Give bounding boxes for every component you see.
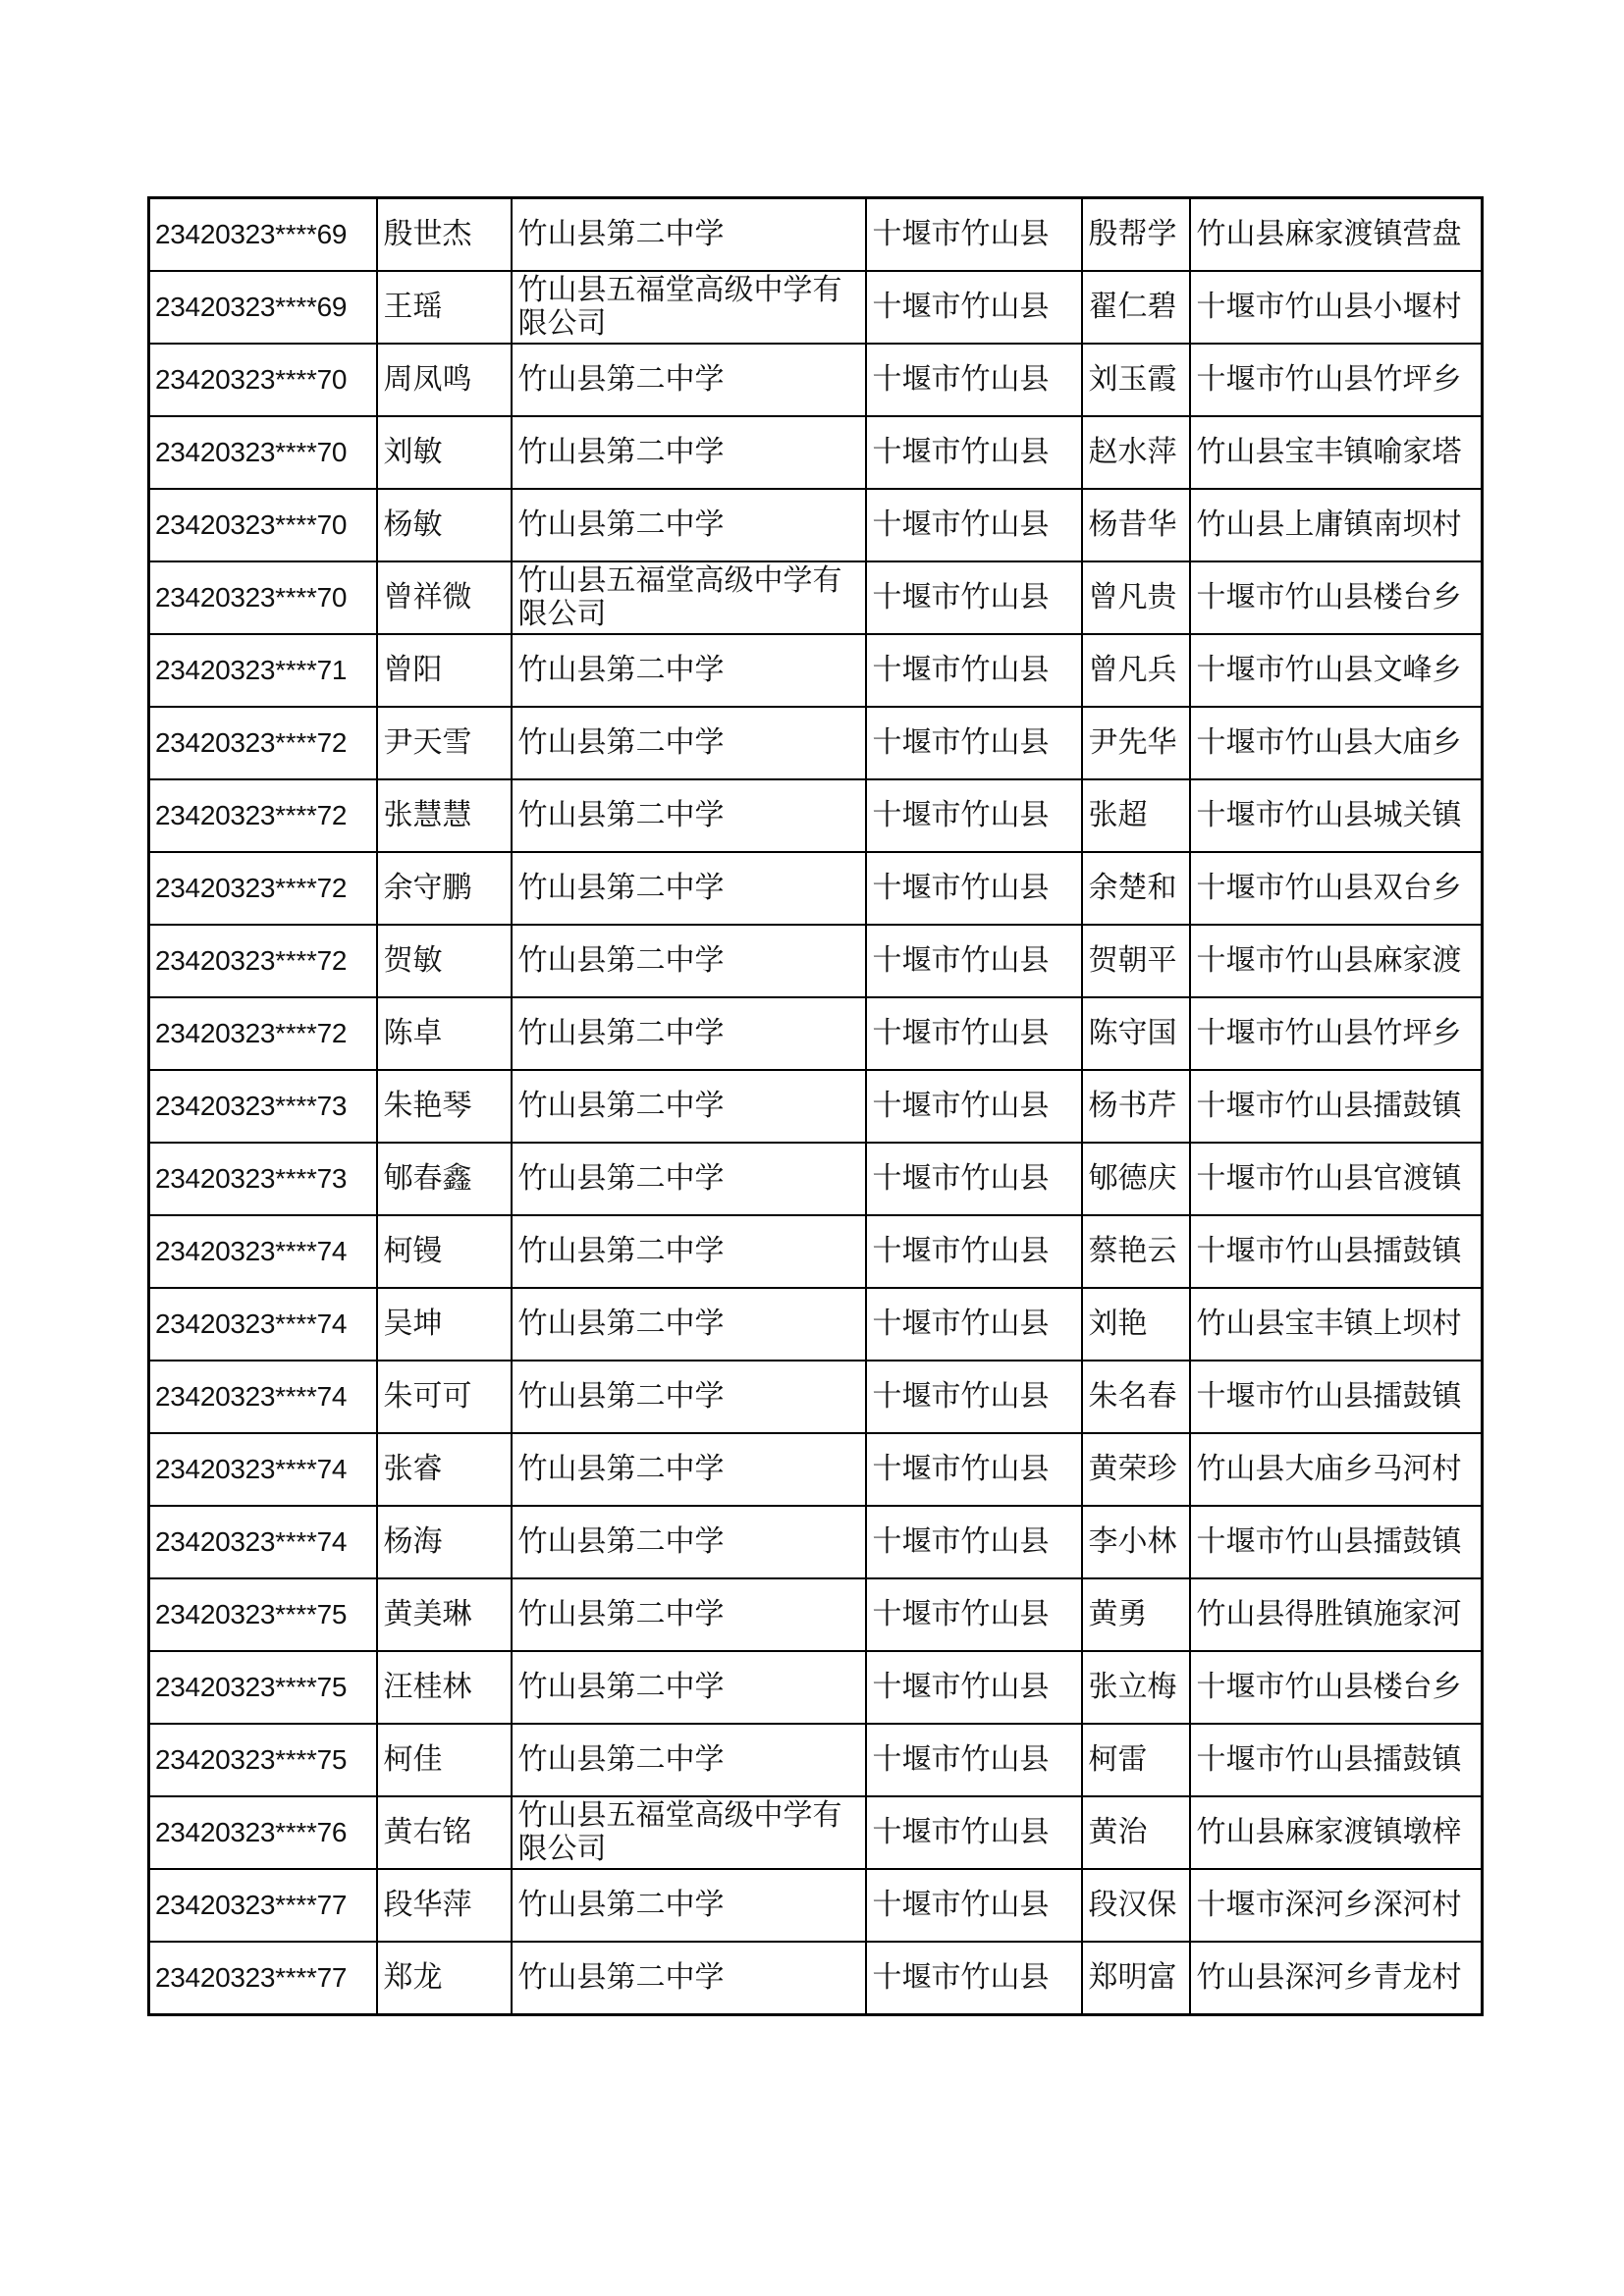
exam-id-cell: 23420323****77 [149,1869,377,1942]
address-cell: 竹山县麻家渡镇墩梓 [1190,1796,1483,1869]
student-name-cell: 朱艳琴 [377,1070,512,1143]
address-cell: 十堰市竹山县楼台乡 [1190,1651,1483,1724]
school-cell: 竹山县第二中学 [512,1215,866,1288]
school-cell: 竹山县第二中学 [512,1070,866,1143]
address-cell: 十堰市竹山县擂鼓镇 [1190,1724,1483,1796]
school-cell: 竹山县第二中学 [512,707,866,779]
guardian-name-cell: 张立梅 [1082,1651,1190,1724]
exam-id-cell: 23420323****74 [149,1506,377,1578]
address-cell: 十堰市竹山县竹坪乡 [1190,344,1483,416]
student-name-cell: 曾祥微 [377,561,512,634]
exam-id-cell: 23420323****70 [149,561,377,634]
guardian-name-cell: 曾凡兵 [1082,634,1190,707]
table-row [149,852,1483,925]
table-row [149,779,1483,852]
guardian-name-cell: 黄勇 [1082,1578,1190,1651]
guardian-name-cell: 刘艳 [1082,1288,1190,1361]
city-county-cell: 十堰市竹山县 [866,1506,1082,1578]
table-row [149,925,1483,997]
school-cell: 竹山县第二中学 [512,1724,866,1796]
table-row [149,489,1483,561]
student-name-cell: 段华萍 [377,1869,512,1942]
address-cell: 十堰市竹山县官渡镇 [1190,1143,1483,1215]
address-cell: 十堰市竹山县双台乡 [1190,852,1483,925]
table-row [149,997,1483,1070]
exam-id-cell: 23420323****73 [149,1070,377,1143]
guardian-name-cell: 余楚和 [1082,852,1190,925]
student-name-cell: 殷世杰 [377,198,512,272]
exam-id-cell: 23420323****72 [149,707,377,779]
city-county-cell: 十堰市竹山县 [866,1215,1082,1288]
guardian-name-cell: 黄治 [1082,1796,1190,1869]
guardian-name-cell: 柯雷 [1082,1724,1190,1796]
school-cell: 竹山县第二中学 [512,997,866,1070]
guardian-name-cell: 段汉保 [1082,1869,1190,1942]
city-county-cell: 十堰市竹山县 [866,489,1082,561]
address-cell: 竹山县深河乡青龙村 [1190,1942,1483,2015]
table-row [149,561,1483,634]
table-row [149,1143,1483,1215]
table-row [149,271,1483,344]
address-cell: 十堰市竹山县擂鼓镇 [1190,1361,1483,1433]
student-name-cell: 贺敏 [377,925,512,997]
city-county-cell: 十堰市竹山县 [866,416,1082,489]
exam-id-cell: 23420323****70 [149,489,377,561]
roster-body [149,198,1483,2015]
exam-id-cell: 23420323****74 [149,1361,377,1433]
address-cell: 竹山县上庸镇南坝村 [1190,489,1483,561]
city-county-cell: 十堰市竹山县 [866,1578,1082,1651]
school-cell: 竹山县第二中学 [512,344,866,416]
city-county-cell: 十堰市竹山县 [866,707,1082,779]
guardian-name-cell: 郇德庆 [1082,1143,1190,1215]
address-cell: 十堰市竹山县文峰乡 [1190,634,1483,707]
exam-id-cell: 23420323****74 [149,1433,377,1506]
school-cell: 竹山县第二中学 [512,416,866,489]
guardian-name-cell: 郑明富 [1082,1942,1190,2015]
city-county-cell: 十堰市竹山县 [866,1361,1082,1433]
table-row [149,1070,1483,1143]
school-cell: 竹山县第二中学 [512,1288,866,1361]
school-cell: 竹山县第二中学 [512,1651,866,1724]
student-name-cell: 杨海 [377,1506,512,1578]
student-name-cell: 杨敏 [377,489,512,561]
city-county-cell: 十堰市竹山县 [866,271,1082,344]
city-county-cell: 十堰市竹山县 [866,925,1082,997]
address-cell: 十堰市竹山县擂鼓镇 [1190,1215,1483,1288]
school-cell: 竹山县第二中学 [512,1361,866,1433]
address-cell: 竹山县宝丰镇喻家塔 [1190,416,1483,489]
city-county-cell: 十堰市竹山县 [866,1433,1082,1506]
table-row [149,1724,1483,1796]
school-cell: 竹山县五福堂高级中学有限公司 [512,1796,866,1869]
exam-id-cell: 23420323****72 [149,852,377,925]
city-county-cell: 十堰市竹山县 [866,1869,1082,1942]
exam-id-cell: 23420323****77 [149,1942,377,2015]
student-name-cell: 周凤鸣 [377,344,512,416]
student-name-cell: 尹天雪 [377,707,512,779]
address-cell: 竹山县得胜镇施家河 [1190,1578,1483,1651]
city-county-cell: 十堰市竹山县 [866,852,1082,925]
student-name-cell: 朱可可 [377,1361,512,1433]
address-cell: 竹山县大庙乡马河村 [1190,1433,1483,1506]
table-row [149,1869,1483,1942]
address-cell: 竹山县宝丰镇上坝村 [1190,1288,1483,1361]
guardian-name-cell: 朱名春 [1082,1361,1190,1433]
table-row [149,198,1483,272]
city-county-cell: 十堰市竹山县 [866,1143,1082,1215]
student-name-cell: 黄美琳 [377,1578,512,1651]
city-county-cell: 十堰市竹山县 [866,634,1082,707]
guardian-name-cell: 尹先华 [1082,707,1190,779]
school-cell: 竹山县五福堂高级中学有限公司 [512,271,866,344]
table-row [149,1942,1483,2015]
student-name-cell: 曾阳 [377,634,512,707]
address-cell: 十堰市竹山县竹坪乡 [1190,997,1483,1070]
exam-id-cell: 23420323****70 [149,344,377,416]
guardian-name-cell: 杨书芹 [1082,1070,1190,1143]
student-name-cell: 王瑶 [377,271,512,344]
school-cell: 竹山县第二中学 [512,852,866,925]
guardian-name-cell: 刘玉霞 [1082,344,1190,416]
student-name-cell: 张睿 [377,1433,512,1506]
address-cell: 十堰市竹山县小堰村 [1190,271,1483,344]
student-name-cell: 柯镘 [377,1215,512,1288]
address-cell: 十堰市竹山县楼台乡 [1190,561,1483,634]
address-cell: 十堰市竹山县大庙乡 [1190,707,1483,779]
table-row [149,1361,1483,1433]
table-row [149,416,1483,489]
exam-id-cell: 23420323****70 [149,416,377,489]
address-cell: 十堰市竹山县麻家渡 [1190,925,1483,997]
school-cell: 竹山县第二中学 [512,1433,866,1506]
city-county-cell: 十堰市竹山县 [866,1724,1082,1796]
student-roster-table [147,196,1484,2016]
student-name-cell: 吴坤 [377,1288,512,1361]
city-county-cell: 十堰市竹山县 [866,198,1082,272]
city-county-cell: 十堰市竹山县 [866,1796,1082,1869]
student-name-cell: 张慧慧 [377,779,512,852]
exam-id-cell: 23420323****72 [149,925,377,997]
city-county-cell: 十堰市竹山县 [866,1942,1082,2015]
exam-id-cell: 23420323****76 [149,1796,377,1869]
guardian-name-cell: 蔡艳云 [1082,1215,1190,1288]
school-cell: 竹山县第二中学 [512,198,866,272]
exam-id-cell: 23420323****73 [149,1143,377,1215]
table-row [149,1215,1483,1288]
table-row [149,634,1483,707]
school-cell: 竹山县第二中学 [512,925,866,997]
exam-id-cell: 23420323****69 [149,198,377,272]
address-cell: 十堰市竹山县城关镇 [1190,779,1483,852]
table-row [149,1578,1483,1651]
exam-id-cell: 23420323****72 [149,997,377,1070]
school-cell: 竹山县第二中学 [512,779,866,852]
city-county-cell: 十堰市竹山县 [866,779,1082,852]
school-cell: 竹山县第二中学 [512,1143,866,1215]
city-county-cell: 十堰市竹山县 [866,561,1082,634]
table-row [149,1796,1483,1869]
school-cell: 竹山县第二中学 [512,1578,866,1651]
guardian-name-cell: 张超 [1082,779,1190,852]
table-row [149,707,1483,779]
guardian-name-cell: 曾凡贵 [1082,561,1190,634]
exam-id-cell: 23420323****72 [149,779,377,852]
student-name-cell: 柯佳 [377,1724,512,1796]
city-county-cell: 十堰市竹山县 [866,1651,1082,1724]
exam-id-cell: 23420323****75 [149,1651,377,1724]
city-county-cell: 十堰市竹山县 [866,344,1082,416]
exam-id-cell: 23420323****74 [149,1288,377,1361]
exam-id-cell: 23420323****69 [149,271,377,344]
student-name-cell: 陈卓 [377,997,512,1070]
address-cell: 十堰市竹山县擂鼓镇 [1190,1070,1483,1143]
school-cell: 竹山县第二中学 [512,489,866,561]
address-cell: 十堰市竹山县擂鼓镇 [1190,1506,1483,1578]
student-name-cell: 黄右铭 [377,1796,512,1869]
address-cell: 十堰市深河乡深河村 [1190,1869,1483,1942]
exam-id-cell: 23420323****74 [149,1215,377,1288]
guardian-name-cell: 殷帮学 [1082,198,1190,272]
exam-id-cell: 23420323****71 [149,634,377,707]
student-name-cell: 余守鹏 [377,852,512,925]
city-county-cell: 十堰市竹山县 [866,1070,1082,1143]
guardian-name-cell: 翟仁碧 [1082,271,1190,344]
table-row [149,344,1483,416]
exam-id-cell: 23420323****75 [149,1724,377,1796]
guardian-name-cell: 杨昔华 [1082,489,1190,561]
school-cell: 竹山县第二中学 [512,634,866,707]
table-row [149,1288,1483,1361]
table-row [149,1433,1483,1506]
city-county-cell: 十堰市竹山县 [866,997,1082,1070]
table-row [149,1506,1483,1578]
student-name-cell: 汪桂林 [377,1651,512,1724]
guardian-name-cell: 赵水萍 [1082,416,1190,489]
city-county-cell: 十堰市竹山县 [866,1288,1082,1361]
student-name-cell: 刘敏 [377,416,512,489]
exam-id-cell: 23420323****75 [149,1578,377,1651]
guardian-name-cell: 陈守国 [1082,997,1190,1070]
student-name-cell: 郑龙 [377,1942,512,2015]
guardian-name-cell: 李小林 [1082,1506,1190,1578]
school-cell: 竹山县第二中学 [512,1942,866,2015]
school-cell: 竹山县五福堂高级中学有限公司 [512,561,866,634]
guardian-name-cell: 黄荣珍 [1082,1433,1190,1506]
school-cell: 竹山县第二中学 [512,1506,866,1578]
guardian-name-cell: 贺朝平 [1082,925,1190,997]
student-name-cell: 郇春鑫 [377,1143,512,1215]
table-row [149,1651,1483,1724]
school-cell: 竹山县第二中学 [512,1869,866,1942]
address-cell: 竹山县麻家渡镇营盘 [1190,198,1483,272]
